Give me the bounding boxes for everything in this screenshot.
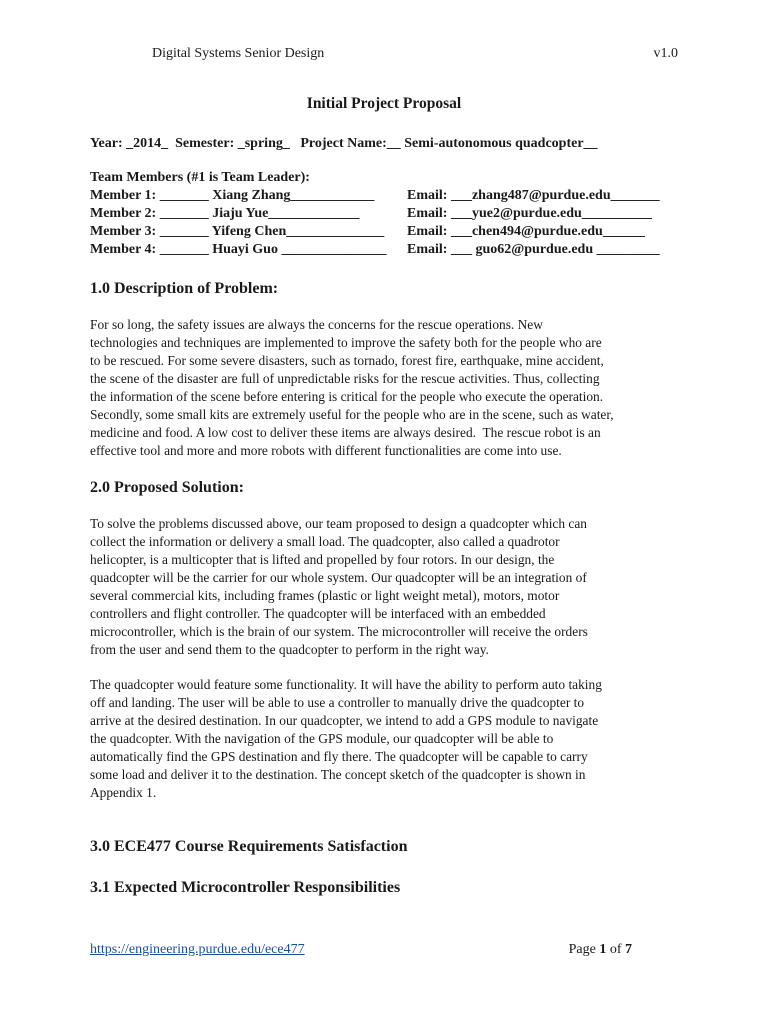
member-email: Email: ___zhang487@purdue.edu_______ <box>407 188 660 203</box>
document-version: v1.0 <box>653 46 678 61</box>
member-row <box>90 188 660 206</box>
paragraph-line: arrive at the desired destination. In our quadcopter, we intend to add a GPS module to navigate <box>90 713 599 728</box>
course-name: Digital Systems Senior Design <box>152 46 325 61</box>
solution-paragraph-2 <box>90 676 690 802</box>
paragraph-line: controllers and flight controller. The quadcopter will be interfaced with an embedded <box>90 606 546 621</box>
member-email: Email: ___yue2@purdue.edu__________ <box>407 206 652 221</box>
paragraph-line: To solve the problems discussed above, our team proposed to design a quadcopter which can <box>90 516 587 531</box>
paragraph-line: Secondly, some small kits are extremely useful for the people who are in the scene, such as water, <box>90 407 614 422</box>
paragraph-line: technologies and techniques are implemented to improve the safety both for the people who are <box>90 335 602 350</box>
paragraph-line: from the user and send them to the quadcopter to perform in the right way. <box>90 642 489 657</box>
member-row <box>90 242 660 260</box>
section-heading-microcontroller: 3.1 Expected Microcontroller Responsibilities <box>90 879 401 896</box>
description-paragraph <box>90 316 690 460</box>
paragraph-line: the information of the scene before entering is critical for the people who execute the operation. <box>90 389 604 404</box>
total-pages: 7 <box>625 942 632 957</box>
paragraph-line: off and landing. The user will be able to use a controller to manually drive the quadcopter to <box>90 695 585 710</box>
paragraph-line: some load and deliver it to the destination. The concept sketch of the quadcopter is shown in <box>90 767 586 782</box>
course-website-link[interactable]: https://engineering.purdue.edu/ece477 <box>90 942 305 957</box>
paragraph-line: to be rescued. For some severe disasters, such as tornado, forest fire, earthquake, mine accident, <box>90 353 604 368</box>
page-of: of <box>606 942 625 957</box>
member-name: Member 2: _______ Jiaju Yue_____________ <box>90 206 360 221</box>
member-email: Email: ___chen494@purdue.edu______ <box>407 224 645 239</box>
page-title: Initial Project Proposal <box>306 95 462 112</box>
page-prefix: Page <box>568 942 600 957</box>
paragraph-line: automatically find the GPS destination and fly there. The quadcopter will be capable to carry <box>90 749 588 764</box>
paragraph-line: helicopter, is a multicopter that is lifted and propelled by four rotors. In our design, the <box>90 552 555 567</box>
section-heading-solution: 2.0 Proposed Solution: <box>90 479 244 496</box>
project-info-line: Year: _2014_ Semester: _spring_ Project Name:__ Semi-autonomous quadcopter__ <box>90 136 598 151</box>
paragraph-line: medicine and food. A low cost to deliver these items are always desired. The rescue robot is an <box>90 425 601 440</box>
paragraph-line: collect the information or delivery a small load. The quadcopter, also called a quadrotor <box>90 534 560 549</box>
member-name: Member 3: _______ Yifeng Chen______________ <box>90 224 385 239</box>
member-email: Email: ___ guo62@purdue.edu _________ <box>407 242 660 257</box>
solution-paragraph-1 <box>90 515 690 659</box>
paragraph-line: several commercial kits, including frames (plastic or light weight metal), motors, motor <box>90 588 560 603</box>
current-page: 1 <box>599 942 607 957</box>
paragraph-line: For so long, the safety issues are always the concerns for the rescue operations. New <box>90 317 543 332</box>
page-footer <box>90 942 678 962</box>
member-row <box>90 206 652 224</box>
team-members-heading: Team Members (#1 is Team Leader): <box>90 170 310 185</box>
section-heading-requirements: 3.0 ECE477 Course Requirements Satisfaction <box>90 838 408 855</box>
page-header <box>152 46 678 66</box>
member-row <box>90 224 645 242</box>
section-heading-description: 1.0 Description of Problem: <box>90 280 279 297</box>
member-name: Member 4: _______ Huayi Guo _______________ <box>90 242 387 257</box>
page-number <box>569 942 632 958</box>
paragraph-line: Appendix 1. <box>90 785 157 800</box>
paragraph-line: effective tool and more and more robots with different functionalities are come into use. <box>90 443 562 458</box>
paragraph-line: quadcopter will be the carrier for our whole system. Our quadcopter will be an integration of <box>90 570 587 585</box>
paragraph-line: The quadcopter would feature some functionality. It will have the ability to perform auto taking <box>90 677 602 692</box>
paragraph-line: the quadcopter. With the navigation of the GPS module, our quadcopter will be able to <box>90 731 554 746</box>
paragraph-line: the scene of the disaster are full of unpredictable risks for the rescue activities. Thus, collecting <box>90 371 600 386</box>
paragraph-line: microcontroller, which is the brain of our system. The microcontroller will receive the orders <box>90 624 588 639</box>
member-name: Member 1: _______ Xiang Zhang____________ <box>90 188 375 203</box>
